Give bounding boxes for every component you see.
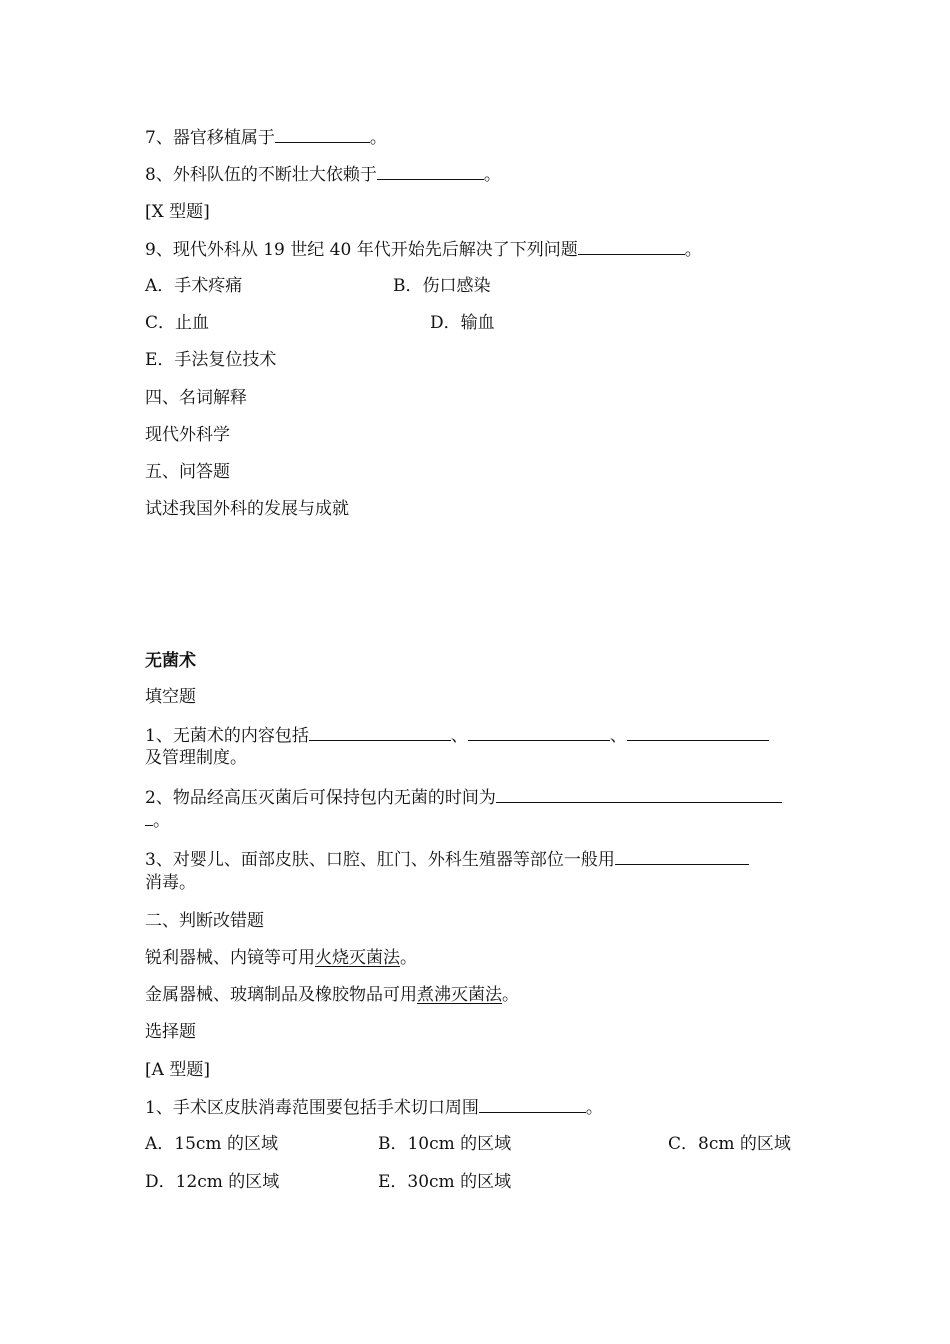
essay-question: 试述我国外科的发展与成就 xyxy=(145,499,349,519)
choice-question-1-text: 1、手术区皮肤消毒范围要包括手术切口周围 xyxy=(145,1098,479,1118)
judge-item-1-underlined: 火烧灭菌法 xyxy=(315,948,400,968)
option-b: B．伤口感染 xyxy=(393,276,491,296)
x-type-heading: [X 型题] xyxy=(145,202,210,222)
answer-blank xyxy=(468,724,610,741)
separator: 、 xyxy=(450,726,468,746)
question-8-text: 8、外科队伍的不断壮大依赖于 xyxy=(145,165,377,185)
choice-question-1-end: 。 xyxy=(585,1098,603,1118)
fill-question-3-text: 3、对婴儿、面部皮肤、口腔、肛门、外科生殖器等部位一般用 xyxy=(145,850,615,870)
question-7 xyxy=(145,126,387,149)
fill-question-3-cont: 消毒。 xyxy=(145,873,196,893)
fill-question-2 xyxy=(145,786,782,809)
judge-heading: 二、判断改错题 xyxy=(145,911,264,931)
answer-blank xyxy=(479,1096,586,1113)
fill-question-3 xyxy=(145,848,749,871)
judge-item-2-text: 金属器械、玻璃制品及橡胶物品可用 xyxy=(145,985,417,1005)
answer-blank xyxy=(309,724,451,741)
fill-heading: 填空题 xyxy=(145,687,196,707)
judge-item-1-end: 。 xyxy=(400,948,417,968)
option-b: B．10cm 的区域 xyxy=(378,1134,512,1154)
question-7-text: 7、器官移植属于 xyxy=(145,128,275,148)
judge-item-1 xyxy=(145,947,417,969)
judge-item-2-end: 。 xyxy=(502,985,519,1005)
question-9-text: 9、现代外科从 19 世纪 40 年代开始先后解决了下列问题 xyxy=(145,240,578,260)
question-8 xyxy=(145,163,501,186)
fill-question-1-cont: 及管理制度。 xyxy=(145,748,247,768)
fill-question-2-end: 。 xyxy=(153,811,170,831)
fill-question-1 xyxy=(145,724,769,747)
option-c: C．8cm 的区域 xyxy=(668,1134,791,1154)
separator: 、 xyxy=(609,726,627,746)
section-4-heading: 四、名词解释 xyxy=(145,388,247,408)
option-d: D．12cm 的区域 xyxy=(145,1172,280,1192)
question-7-end: 。 xyxy=(369,128,387,148)
answer-blank xyxy=(578,238,685,255)
answer-blank xyxy=(615,848,749,865)
fill-question-2-cont xyxy=(145,809,170,832)
question-9 xyxy=(145,238,702,261)
option-a: A．15cm 的区域 xyxy=(145,1134,278,1154)
answer-blank xyxy=(145,809,153,826)
judge-item-2-underlined: 煮沸灭菌法 xyxy=(417,985,502,1005)
choice-heading: 选择题 xyxy=(145,1022,196,1042)
judge-item-1-text: 锐利器械、内镜等可用 xyxy=(145,948,315,968)
fill-question-2-text: 2、物品经高压灭菌后可保持包内无菌的时间为 xyxy=(145,788,496,808)
question-8-end: 。 xyxy=(483,165,501,185)
answer-blank xyxy=(275,126,370,143)
judge-item-2 xyxy=(145,984,519,1006)
answer-blank xyxy=(627,724,769,741)
option-e: E．手法复位技术 xyxy=(145,350,277,370)
choice-question-1 xyxy=(145,1096,603,1119)
answer-blank xyxy=(377,163,484,180)
a-type-heading: [A 型题] xyxy=(145,1060,210,1080)
section-title: 无菌术 xyxy=(145,651,196,671)
option-a: A．手术疼痛 xyxy=(145,276,243,296)
section-5-heading: 五、问答题 xyxy=(145,462,230,482)
option-c: C．止血 xyxy=(145,313,210,333)
option-d: D．输血 xyxy=(430,313,495,333)
term-text: 现代外科学 xyxy=(145,425,230,445)
question-9-end: 。 xyxy=(684,240,702,260)
fill-question-1-text: 1、无菌术的内容包括 xyxy=(145,726,309,746)
option-e: E．30cm 的区域 xyxy=(378,1172,512,1192)
answer-blank xyxy=(496,786,782,803)
